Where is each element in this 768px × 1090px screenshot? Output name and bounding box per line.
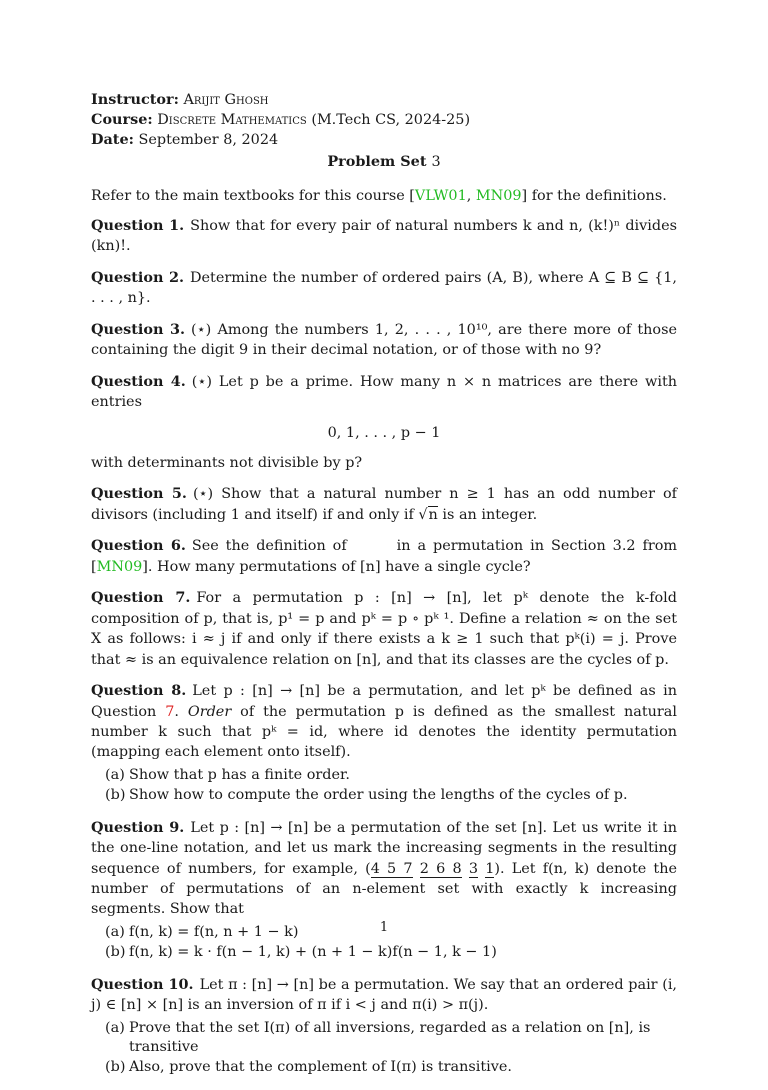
question-label: Question 4. [91, 372, 186, 390]
question-text-continued: of the permutation p is defined as the smallest natural number k such that pᵏ = id, where id denotes the identity permutation (mapping each element onto itself). [91, 703, 677, 761]
question-9 [91, 818, 677, 920]
part-text: Prove that the set I(π) of all inversions, regarded as a relation on [n], is transitive [129, 1019, 651, 1056]
question-3 [91, 320, 677, 361]
question-label: Question 5. [91, 485, 187, 503]
increasing-segment-1: 4 5 7 [370, 860, 413, 877]
question-text: Determine the number of ordered pairs (A, B), where A ⊆ B ⊆ {1, . . . , n}. [91, 269, 677, 307]
part-item [105, 766, 677, 786]
date-line [91, 130, 677, 150]
question-label: Question 6. [91, 537, 186, 555]
question-text: Let p : [n] → [n] be a permutation, and let pᵏ be defined as in Question [91, 683, 677, 720]
course-name: Discrete Mathematics [157, 112, 307, 129]
question-1 [91, 216, 677, 257]
question-text: (⋆) Show that a natural number n ≥ 1 has an odd number of divisors (including 1 and itself) if and only if √ [91, 486, 677, 523]
question-2 [91, 268, 677, 309]
question-text-continued: ). Let f(n, k) denote the number of permutations of an n-element set with exactly k increasing segments. Show that [91, 860, 678, 918]
intro-separator: , [466, 187, 476, 204]
course-line [91, 110, 677, 130]
question-text: Let p : [n] → [n] be a permutation of the set [n]. Let us write it in the one-line notation, and let us mark the increasing segments in the resulting sequence of numbers, for example, ( [91, 819, 678, 877]
page-number: 1 [379, 920, 389, 935]
question-8-parts [105, 766, 677, 806]
sqrt-radicand: n [428, 506, 438, 523]
citation-link-vlw01[interactable]: VLW01 [414, 187, 467, 204]
citation-link-mn09[interactable]: MN09 [475, 187, 522, 204]
question-label: Question 3. [91, 320, 186, 338]
document-body [91, 90, 677, 1090]
part-label: (b) [105, 1059, 126, 1076]
question-10 [91, 975, 677, 1016]
part-text: Show that p has a finite order. [129, 766, 350, 783]
question-text: with determinants not divisible by p? [91, 455, 363, 472]
title-number: 3 [431, 154, 441, 171]
increasing-segment-4: 1 [485, 860, 495, 877]
part-text: Also, prove that the complement of I(π) is transitive. [129, 1059, 512, 1076]
intro-paragraph [91, 186, 677, 206]
term-order: Order [187, 703, 232, 720]
question-8 [91, 681, 677, 763]
page-title [91, 152, 677, 172]
part-text: Show how to compute the order using the lengths of the cycles of p. [129, 786, 628, 803]
part-text: f(n, k) = k · f(n − 1, k) + (n + 1 − k)f(n − 1, k − 1) [129, 943, 497, 960]
part-label: (b) [105, 786, 126, 803]
intro-text-after: ] for the definitions. [521, 187, 667, 204]
citation-link-mn09[interactable]: MN09 [96, 558, 143, 575]
question-label: Question 9. [91, 818, 185, 836]
question-text: Show that for every pair of natural numbers k and n, (k!)ⁿ divides (kn)!. [91, 217, 678, 255]
question-4-display-math [91, 423, 677, 443]
part-item [105, 943, 677, 963]
question-4 [91, 372, 677, 413]
question-4-continuation [91, 453, 677, 473]
question-text: For a permutation p : [n] → [n], let pᵏ denote the k-fold composition of p, that is, p¹ = p and pᵏ = p ∘ pᵏ ¹. Define a relation ≈ on the set X as follows: i ≈ j if and only if there exists a k ≥ 1 such that pᵏ(i) = j. Prove that ≈ is an equivalence relation on [n], and that its classes are the cycles of p. [91, 590, 677, 668]
question-text: (⋆) Among the numbers 1, 2, . . . , 10¹⁰, are there more of those containing the digit 9 in their decimal notation, or of those with no 9? [91, 321, 677, 359]
part-label: (a) [105, 1019, 125, 1036]
part-label: (b) [105, 943, 126, 960]
part-item [105, 1058, 677, 1078]
instructor-name: Arijit Ghosh [183, 92, 269, 108]
part-item [105, 786, 677, 806]
date-label: Date: [91, 131, 134, 149]
question-6 [91, 536, 677, 577]
question-text-middle: in a permutation in Section 3.2 from [ [91, 538, 678, 575]
title-text: Problem Set [327, 153, 427, 171]
question-text-end: is an integer. [437, 506, 538, 523]
question-5 [91, 484, 677, 525]
question-text: Let π : [n] → [n] be a permutation. We say that an ordered pair (i, j) ∈ [n] × [n] is an inversion of π if i < j and π(i) > π(j). [91, 976, 677, 1014]
question-text-end: ]. How many permutations of [n] have a single cycle? [142, 558, 531, 575]
question-text: (⋆) Let p be a prime. How many n × n matrices are there with entries [91, 373, 677, 411]
question-label: Question 8. [91, 682, 187, 700]
intro-text-before: Refer to the main textbooks for this course [ [91, 187, 415, 204]
course-label: Course: [91, 111, 153, 129]
increasing-segment-2: 2 6 8 [419, 860, 462, 877]
question-label: Question 2. [91, 268, 184, 286]
question-text-period: . [174, 703, 179, 720]
part-item [105, 1019, 677, 1059]
part-label: (a) [105, 923, 125, 940]
part-text: f(n, k) = f(n, n + 1 − k) [129, 923, 299, 940]
question-label: Question 1. [91, 216, 185, 234]
display-math-text: 0, 1, . . . , p − 1 [327, 424, 441, 441]
question-7 [91, 588, 677, 670]
part-label: (a) [105, 766, 125, 783]
question-text: See the definition of [191, 538, 347, 555]
question-label: Question 7. [91, 589, 191, 607]
date-value: September 8, 2024 [138, 132, 279, 149]
instructor-line [91, 90, 677, 110]
question-ref-link[interactable]: 7 [165, 703, 175, 720]
increasing-segment-3: 3 [468, 860, 478, 877]
instructor-label: Instructor: [91, 91, 179, 108]
question-label: Question 10. [91, 975, 194, 993]
question-10-parts [105, 1019, 677, 1079]
course-detail: (M.Tech CS, 2024-25) [311, 112, 471, 129]
